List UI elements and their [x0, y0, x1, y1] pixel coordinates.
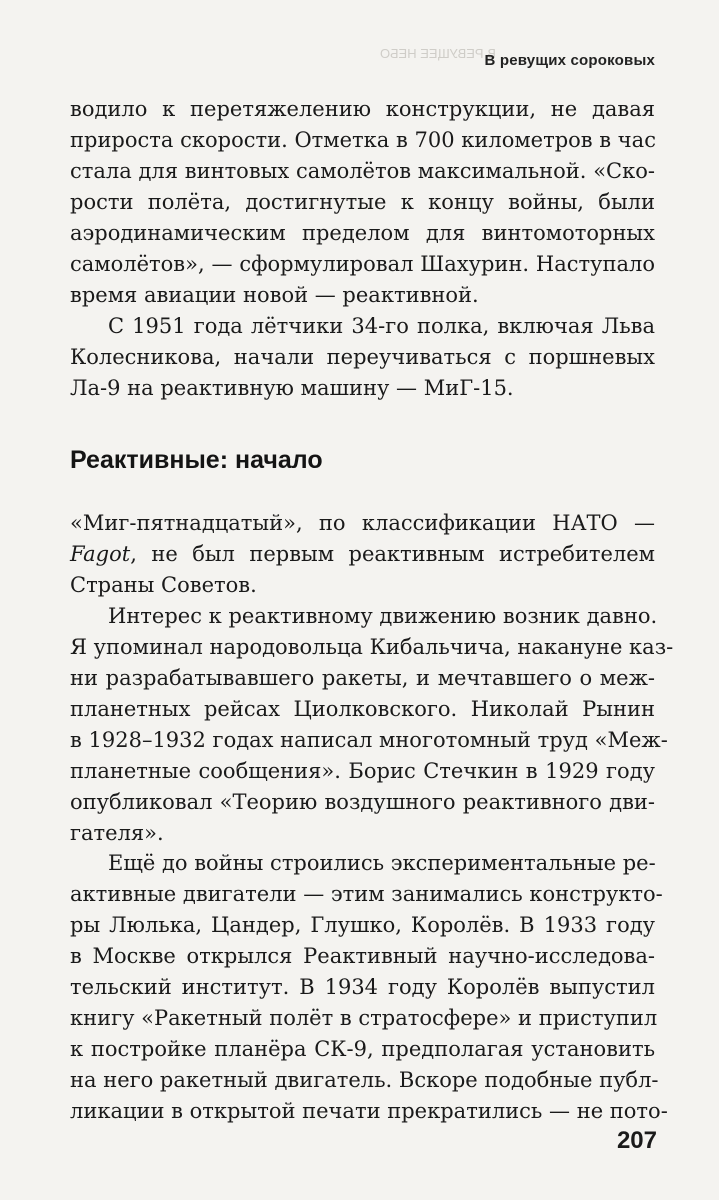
- text-line: Страны Советов.: [70, 573, 257, 597]
- paragraph-5: [70, 848, 668, 1127]
- text-line: самолётов», — сформулировал Шахурин. Наступало: [70, 252, 655, 276]
- text-line: тельский институт. В 1934 году Королёв выпустил: [70, 975, 655, 999]
- text-line: С 1951 года лётчики 34-го полка, включая Льва: [108, 314, 655, 338]
- page-number: 207: [616, 1127, 657, 1154]
- text-line: книгу «Ракетный полёт в стратосфере» и приступил: [70, 1006, 658, 1030]
- text-line: Ла-9 на реактивную машину — МиГ-15.: [70, 376, 514, 400]
- section-heading: Реактивные: начало: [70, 446, 323, 474]
- text-line: [70, 539, 655, 570]
- text-line: к постройке планёра СК-9, предполагая установить: [70, 1037, 655, 1061]
- text-line: Колесникова, начали переучиваться с поршневых: [70, 345, 655, 369]
- text-line: гателя».: [70, 821, 164, 845]
- italic-word: Fagot: [70, 542, 131, 566]
- paragraph-4: [70, 601, 674, 849]
- text-line: аэродинамическим пределом для винтомоторных: [70, 221, 655, 245]
- text-line: планетных рейсах Циолковского. Николай Рынин: [70, 697, 655, 721]
- text-span: , не был первым реактивным истребителем: [130, 542, 655, 566]
- text-line: прироста скорости. Отметка в 700 километров в час: [70, 128, 656, 152]
- text-line: ни разрабатывавшего ракеты, и мечтавшего о меж-: [70, 666, 655, 690]
- text-line: время авиации новой — реактивной.: [70, 283, 479, 307]
- text-line: в 1928–1932 годах написал многотомный труд «Меж-: [70, 728, 668, 752]
- text-line: активные двигатели — этим занимались конструкто-: [70, 882, 663, 906]
- text-line: на него ракетный двигатель. Вскоре подобные публ-: [70, 1068, 659, 1092]
- text-line: Ещё до войны строились экспериментальные ре-: [108, 851, 656, 875]
- text-line: «Миг-пятнадцатый», по классификации НАТО —: [70, 511, 655, 535]
- text-line: опубликовал «Теорию воздушного реактивного дви-: [70, 790, 655, 814]
- text-line: стала для винтовых самолётов максимальной. «Ско-: [70, 159, 655, 183]
- text-line: рости полёта, достигнутые к концу войны, были: [70, 190, 655, 214]
- paragraph-2: [70, 311, 655, 404]
- text-line: ликации в открытой печати прекратились — не пото-: [70, 1099, 668, 1123]
- paragraph-1: [70, 94, 655, 311]
- paragraph-3: [70, 508, 655, 601]
- text-line: водило к перетяжелению конструкции, не давая: [70, 97, 655, 121]
- text-line: Интерес к реактивному движению возник давно.: [108, 604, 658, 628]
- running-head: В ревущих сороковых: [484, 52, 655, 69]
- text-line: в Москве открылся Реактивный научно-исследова-: [70, 944, 655, 968]
- bleed-through-text: В РЕВУЩЕЕ НЕБО: [380, 46, 496, 61]
- text-line: планетные сообщения». Борис Стечкин в 1929 году: [70, 759, 655, 783]
- text-line: Я упоминал народовольца Кибальчича, накануне каз-: [70, 635, 674, 659]
- text-line: ры Люлька, Цандер, Глушко, Королёв. В 1933 году: [70, 913, 655, 937]
